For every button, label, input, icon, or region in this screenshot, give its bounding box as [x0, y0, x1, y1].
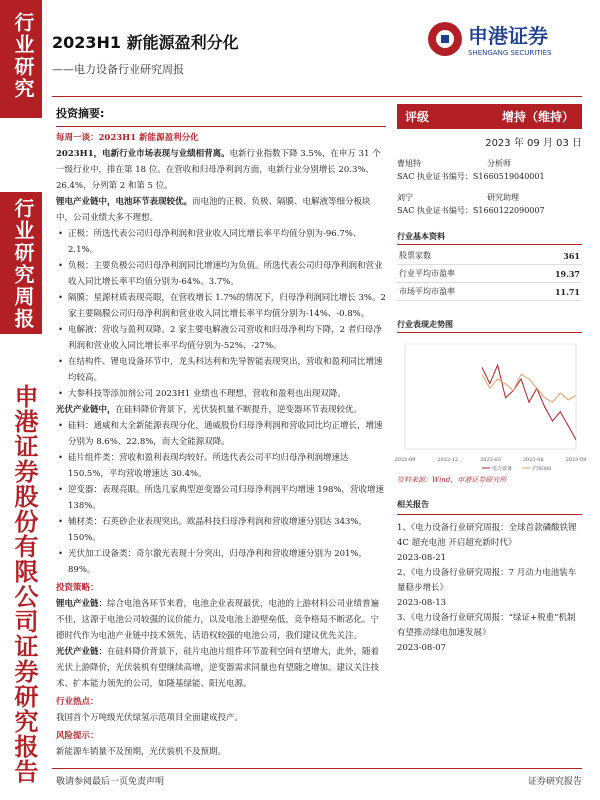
analyst2-id: SAC 执业证书编号：S1660122090007	[397, 206, 545, 215]
logo-cn: 申港证券	[468, 24, 548, 48]
legend-label: 电力设备	[491, 466, 512, 472]
related-item[interactable]: 2、《电力设备行业研究周报：7 月动力电池装车量稳步增长》	[397, 568, 577, 593]
related-item[interactable]: 3、《电力设备行业研究周报：“绿证+税重”机制有望推动绿电加速发展》	[397, 613, 576, 638]
related-date: 2023-08-13	[397, 598, 447, 608]
report-date: 2023 年 09 月 03 日	[485, 138, 582, 149]
x-tick-label: 2023-09	[565, 457, 587, 463]
bullet-anode: • 负极：主要负极公司归母净利润同比增速均为负值。所选代表公司归母净利润和营业收入同比增长率平均值分别为-64%、3.7%。	[56, 258, 386, 290]
bullet-inverter: • 逆变器：表现亮眼。所选几家典型逆变器公司归母净利润平均增速 198%，营收增速 138%。	[56, 482, 386, 514]
header-divider	[52, 96, 582, 97]
hot-title: 行业热点：	[56, 697, 99, 707]
related-date: 2023-08-21	[397, 553, 447, 563]
basic-info-title: 行业基本资料	[397, 231, 582, 245]
rating-bar	[397, 104, 582, 129]
sidebar-label-3: 申港证券股份有限公司证券研究报告	[10, 384, 39, 784]
bullet-wafer: • 硅片组件类：营收和盈利表现均较好。所选代表公司平均归母净利润增速达 150.5%，平均营收增速达 30.4%。	[56, 450, 386, 482]
x-tick-label: 2023-06	[522, 457, 544, 463]
table-row: 股票家数 361	[397, 247, 582, 265]
chart-source: 资料来源：Wind，申港证券研究所	[397, 476, 507, 484]
summary-underline	[56, 126, 386, 127]
weekly-head: 每周一谈：2023H1 新能源盈利分化	[56, 133, 199, 143]
x-tick-label: 2022-12	[437, 457, 459, 463]
bullet-additive: • 大参科技等添加剂公司 2023H1 业绩也不理想，营收和盈利也出现双降。	[56, 386, 386, 402]
risk-title: 风险提示：	[56, 731, 99, 741]
rating-label: 评级	[405, 110, 430, 124]
main-content	[56, 104, 386, 760]
analyst2-name: 刘宁	[397, 193, 413, 202]
table-row: 行业平均市盈率 19.37	[397, 265, 582, 283]
series-line-1	[482, 374, 576, 402]
logo-en: SHENGANG SECURITIES	[468, 49, 552, 57]
hot-text: 我国首个万吨级光伏绿氢示范项目全面建成投产。	[56, 713, 244, 723]
bullet-auxiliary: • 辅材类：石英砂企业表现突出。欧晶科技归母净利润和营收增速分别达 343%，150%。	[56, 514, 386, 546]
x-tick-label: 2022-09	[394, 457, 416, 463]
related-date: 2023-08-07	[397, 643, 447, 653]
table-row: 市场平均市盈率 11.71	[397, 283, 582, 301]
analyst2-role: 研究助理	[487, 193, 519, 202]
legend-label: 沪深300	[531, 466, 552, 472]
plot-area	[405, 344, 576, 449]
strategy-pv: 光伏产业链：在硅料降价背景下，硅片电池片组件环节盈利空间有望增大，此外，随着光伏上游降价，光伏装机有望继续高增，逆变器需求同量也有望随之增加。建议关注技术、扩本能力领先的公司，如隆基绿能、阳光电源。	[56, 647, 380, 689]
analyst-block	[397, 157, 582, 217]
x-tick-label: 2023-03	[480, 457, 501, 463]
analyst1-name: 曹旭特	[397, 159, 421, 168]
bullet-silicon: • 硅料：通威和大全新能源表现分化，通威股份归母净利润和营收同比均正增长，增速分别为 8.6%、22.8%，而大全能源双降。	[56, 418, 386, 450]
trend-chart	[394, 336, 587, 473]
bullet-structure: • 在结构件、锂电设备环节中，龙头科达利和先导智能表现突出，营收和盈利同比增速均较高。	[56, 354, 386, 386]
related-title: 相关报告	[397, 497, 582, 515]
footer-divider	[52, 768, 582, 769]
related-reports	[397, 497, 582, 656]
sidebar-label-2: 行业研究周报	[11, 198, 35, 330]
strategy-lithium: 锂电产业链：综合电池各环节来看，电池企业表现最优，电池的上游材料公司业绩普遍不佳，这源于电池公司较强的议价能力，以及电池上游壁垒低，竞争格局不断恶化。宁德时代作为电池产业链中技术领先、话语权较强的电池公司，我们建议优先关注。	[56, 599, 380, 641]
paragraph-2: 锂电产业链中，电池环节表现较优。而电池的正极、负极、隔膜、电解液等细分板块中，公司业绩大多不理想。	[56, 197, 371, 223]
trend-chart-svg	[394, 336, 587, 472]
bullet-cathode: • 正极：所选代表公司归母净利润和营业收入同比增长率平均值分别为-96.7%、2.1%。	[56, 226, 386, 258]
sidebar-block-industry	[0, 0, 42, 118]
analyst1-role: 分析师	[487, 159, 511, 168]
footer-left: 敬请参阅最后一页免责声明	[56, 777, 165, 787]
report-header	[52, 30, 239, 77]
series-line-0	[482, 365, 576, 440]
summary-title: 投资摘要:	[56, 107, 105, 120]
company-logo	[428, 20, 551, 57]
bullet-equipment: • 光伏加工设备类：奇尔激光表现十分突出，归母净利和营收增速分别为 201%，89%。	[56, 546, 386, 578]
related-item[interactable]: 1、《电力设备行业研究周报：全球首款磷酸铁锂 4C 超充电池 开启超充新时代》	[397, 523, 577, 548]
rating-value: 增持（维持）	[501, 110, 574, 124]
risk-text: 新能源车销量不及预期，光伏装机不及预期。	[56, 747, 227, 757]
sidebar-block-company	[0, 380, 42, 800]
sidebar-block-weekly	[0, 192, 42, 334]
logo-mark-icon	[428, 22, 462, 56]
page-title: 2023H1 新能源盈利分化	[52, 33, 239, 52]
footer-right: 证券研究报告	[527, 777, 582, 787]
analyst1-id: SAC 执业证书编号：S1660519040001	[397, 172, 545, 181]
bullet-electrolyte: • 电解液：营收与盈利双降。2 家主要电解液公司营收和归母净利均下降，2 者归母净利润和营业收入同比增长率平均值分别为-52%、-27%。	[56, 322, 386, 354]
sidebar	[0, 0, 42, 800]
strategy-title: 投资策略：	[56, 583, 99, 593]
sidebar-label-1: 行业研究	[11, 12, 35, 100]
right-panel	[394, 104, 587, 656]
page-subtitle: ——电力设备行业研究周报	[52, 63, 184, 76]
paragraph-1: 2023H1，电新行业市场表现与业绩相背离。电新行业指数下降 3.5%，在申万 31 个一级行业中，排在第 18 位。在营收和归母净利润方面，电新行业分别增长 20.3%、26.4%，分列第 2 和第 5 位。	[56, 149, 381, 191]
footer	[56, 774, 582, 787]
trend-title: 行业表现走势图	[397, 319, 582, 333]
paragraph-3: 光伏产业链中，在硅料降价背景下，光伏装机量不断提升，逆变器环节表现较优。	[56, 405, 363, 415]
basic-info-table	[397, 247, 582, 301]
bullet-separator: • 隔膜：星源材质表现亮眼，在营收增长 1.7%的情况下，归母净利润同比增长 3%。2 家主要隔膜公司归母净利润和营业收入同比增长率平均值分别为-14%、-0.8%。	[56, 290, 386, 322]
